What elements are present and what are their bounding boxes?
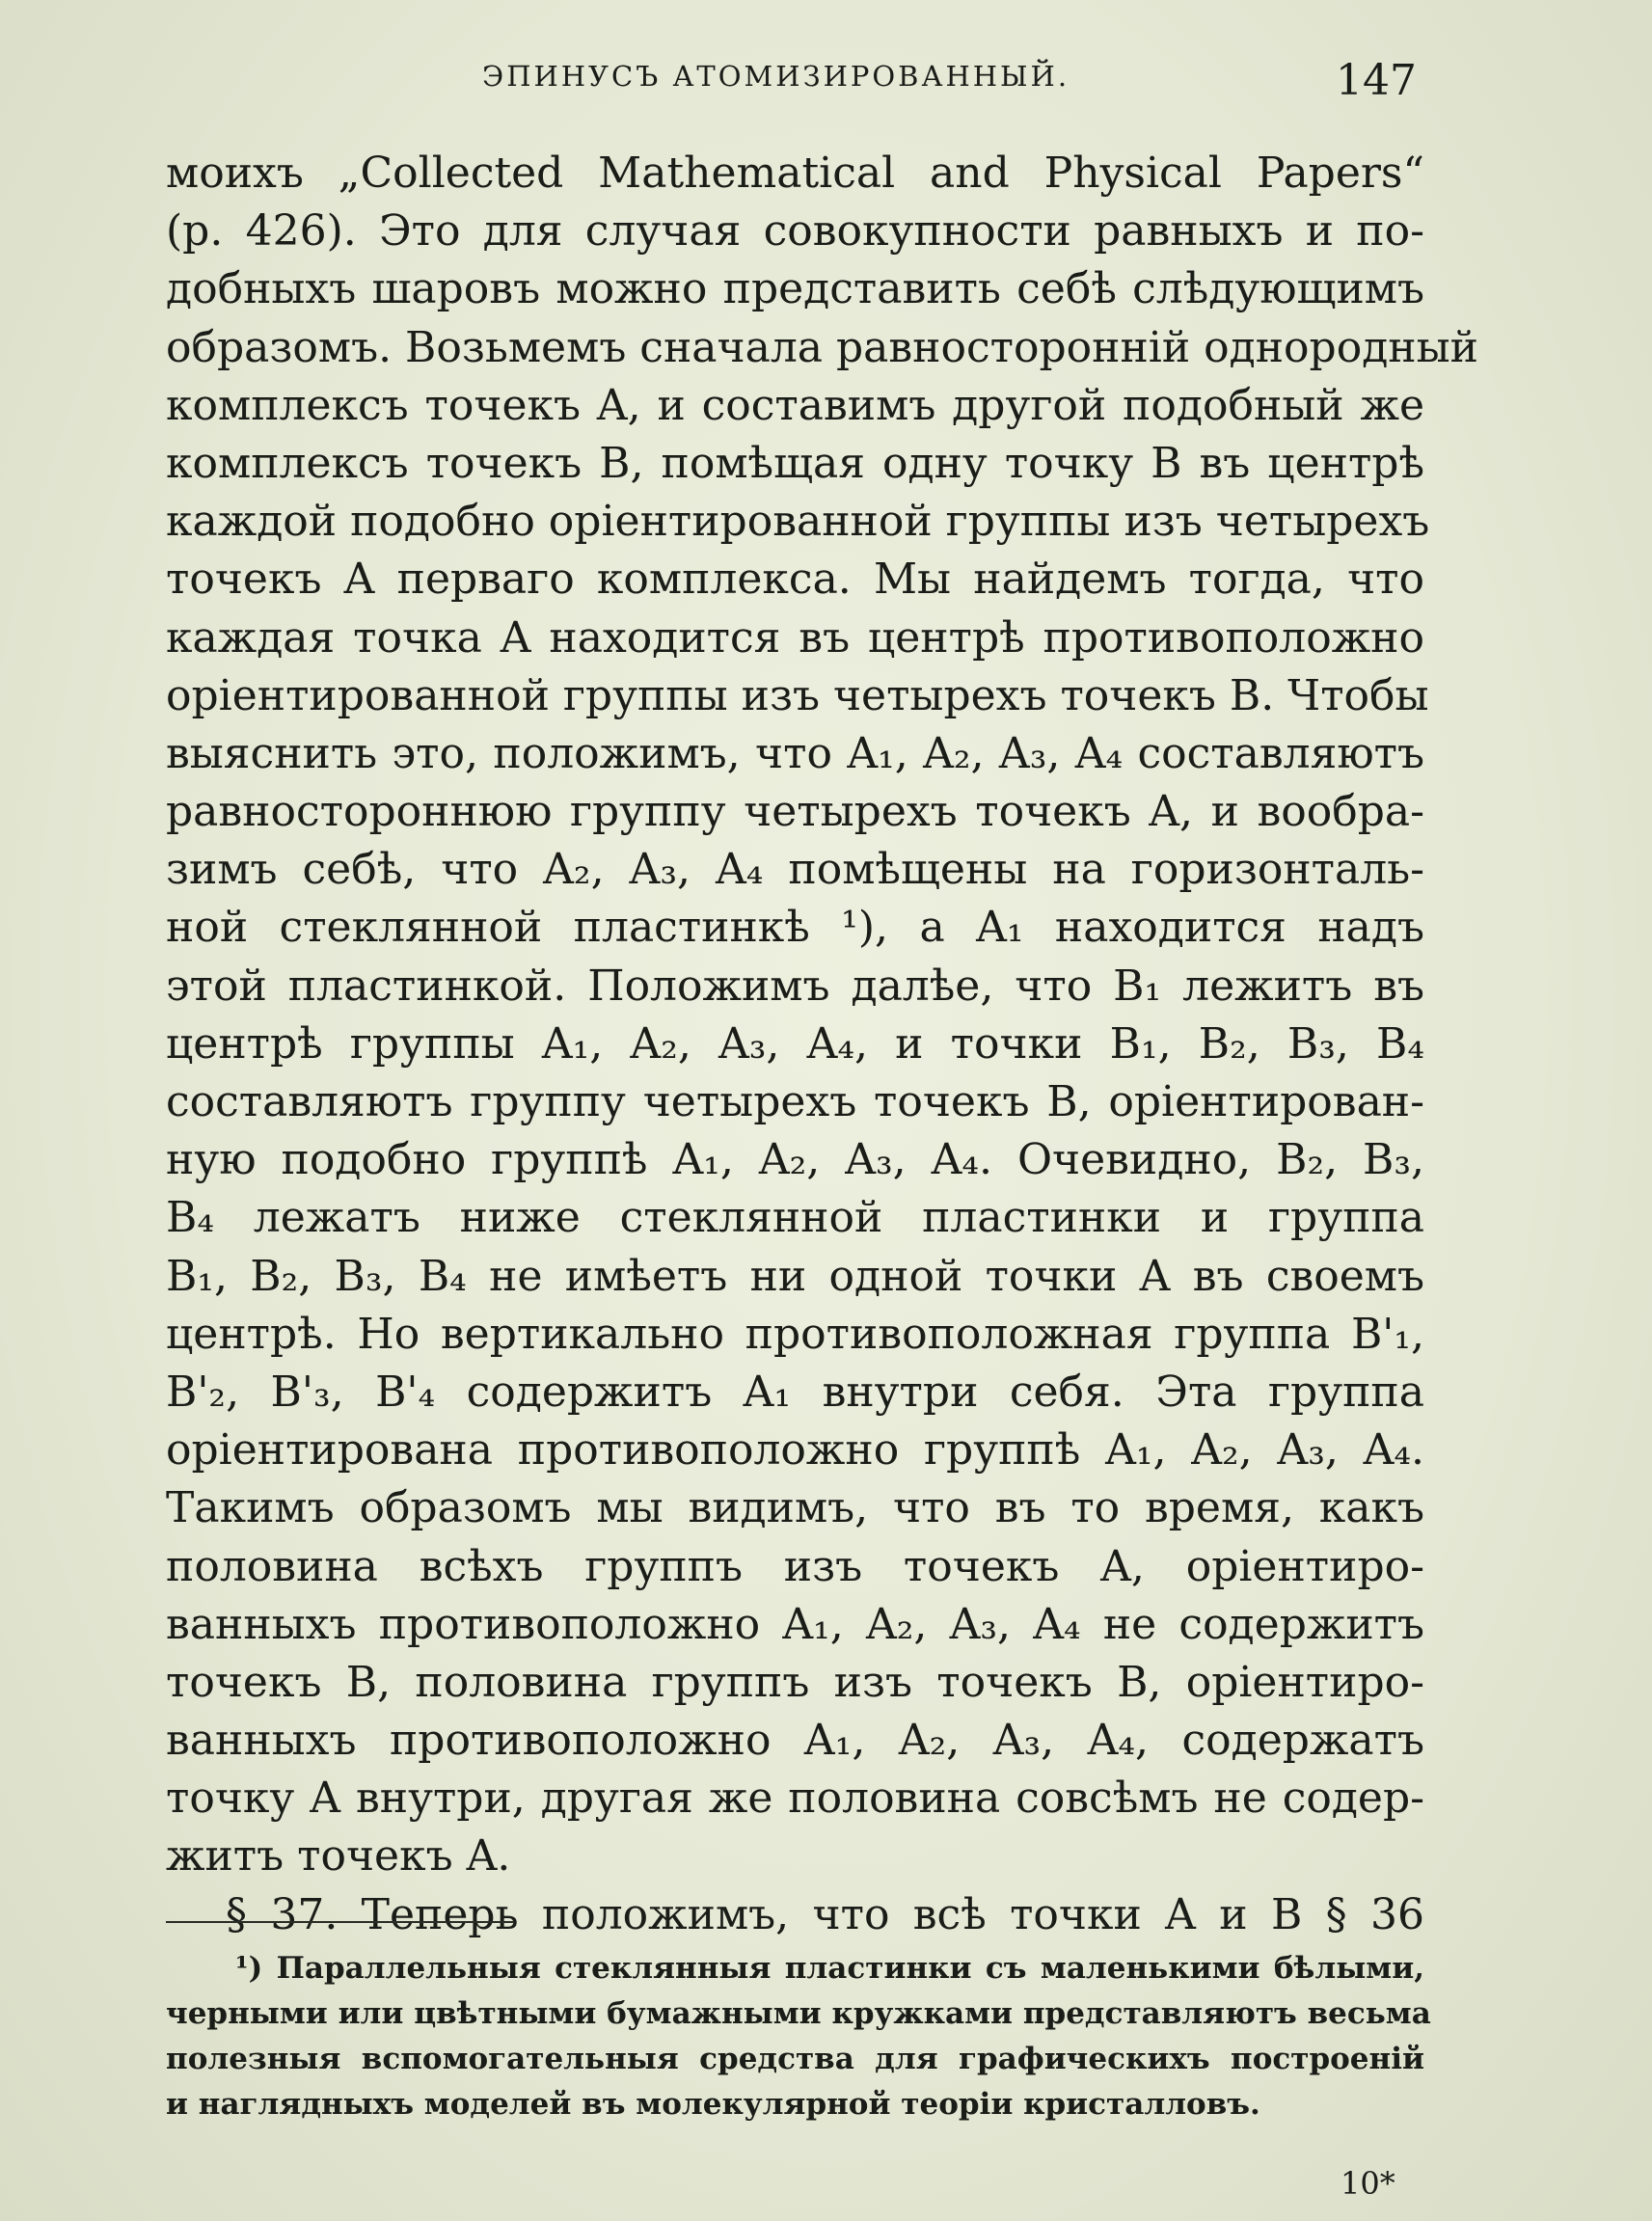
text-line: (р. 426). Это для случая совокупности равныхъ и по- xyxy=(166,206,1424,257)
text-line: ванныхъ противоположно A₁, A₂, A₃, A₄, содержатъ xyxy=(166,1716,1424,1766)
text-line: составляютъ группу четырехъ точекъ B, оріентирован- xyxy=(166,1077,1424,1126)
text-line: точку A внутри, другая же половина совсѣмъ не содер- xyxy=(166,1774,1424,1824)
text-line: B₁, B₂, B₃, B₄ не имѣетъ ни одной точки A въ своемъ xyxy=(166,1251,1424,1301)
body-text xyxy=(166,145,1478,1944)
footnote xyxy=(166,1946,1431,2127)
text-line: ванныхъ противоположно A₁, A₂, A₃, A₄ не содержитъ xyxy=(166,1599,1424,1649)
running-head: ЭПИНУСЪ АТОМИЗИРОВАННЫЙ. xyxy=(482,60,1070,93)
text-line: равностороннюю группу четырехъ точекъ A, и вообра- xyxy=(166,787,1424,837)
text-line: центрѣ группы A₁, A₂, A₃, A₄, и точки B₁, B₂, B₃, B₄ xyxy=(166,1018,1424,1069)
text-line-paragraph-end: житъ точекъ A. xyxy=(166,1831,511,1882)
text-line: B₄ лежатъ ниже стеклянной пластинки и группа xyxy=(166,1193,1424,1243)
text-line: ную подобно группѣ A₁, A₂, A₃, A₄. Очевидно, B₂, B₃, xyxy=(166,1135,1424,1185)
text-line: каждой подобно оріентированной группы изъ четырехъ xyxy=(166,497,1430,547)
text-line: Такимъ образомъ мы видимъ, что въ то время, какъ xyxy=(166,1483,1424,1533)
footnote-line: и наглядныхъ моделей въ молекулярной теоріи кристалловъ. xyxy=(166,2087,1260,2122)
text-line: моихъ „Collected Mathematical and Physical Papers“ xyxy=(166,149,1424,198)
signature-mark: 10* xyxy=(1341,2165,1395,2202)
text-line: оріентированной группы изъ четырехъ точекъ B. Чтобы xyxy=(166,670,1429,720)
text-line: этой пластинкой. Положимъ далѣе, что B₁ лежитъ въ xyxy=(166,961,1424,1011)
text-line: центрѣ. Но вертикально противоположная группа B'₁, xyxy=(166,1309,1424,1359)
text-line: точекъ B, половина группъ изъ точекъ B, оріентиро- xyxy=(166,1657,1424,1707)
text-line: каждая точка A находится въ центрѣ противоположно xyxy=(166,612,1424,663)
footnote-divider xyxy=(166,1921,513,1923)
footnote-line: черными или цвѣтными бумажными кружками представляютъ весьма xyxy=(166,1996,1431,2031)
footnote-line: ¹) Параллельныя стеклянныя пластинки съ маленькими бѣлыми, xyxy=(235,1951,1424,1986)
footnote-line: полезныя вспомогательныя средства для графическихъ построеній xyxy=(166,2042,1424,2076)
text-line: выяснить это, положимъ, что A₁, A₂, A₃, A₄ составляютъ xyxy=(166,728,1424,778)
page-number: 147 xyxy=(1336,56,1417,105)
text-line: комплексъ точекъ A, и составимъ другой подобный же xyxy=(166,380,1424,430)
text-line: точекъ A перваго комплекса. Мы найдемъ тогда, что xyxy=(166,555,1424,605)
text-line: ной стеклянной пластинкѣ ¹), а A₁ находится надъ xyxy=(166,903,1424,953)
section-37-line: § 37. Теперь положимъ, что всѣ точки A и B § 36 xyxy=(226,1889,1424,1939)
text-line: зимъ себѣ, что A₂, A₃, A₄ помѣщены на горизонталь- xyxy=(166,845,1424,895)
text-line: оріентирована противоположно группѣ A₁, A₂, A₃, A₄. xyxy=(166,1425,1424,1476)
text-line: образомъ. Возьмемъ сначала равносторонній однородный xyxy=(166,322,1478,372)
text-line: половина всѣхъ группъ изъ точекъ A, оріентиро- xyxy=(166,1541,1424,1591)
text-line: комплексъ точекъ B, помѣщая одну точку B въ центрѣ xyxy=(166,438,1424,488)
text-line: B'₂, B'₃, B'₄ содержитъ A₁ внутри себя. Эта группа xyxy=(166,1367,1424,1417)
text-line: добныхъ шаровъ можно представить себѣ слѣдующимъ xyxy=(166,264,1424,314)
